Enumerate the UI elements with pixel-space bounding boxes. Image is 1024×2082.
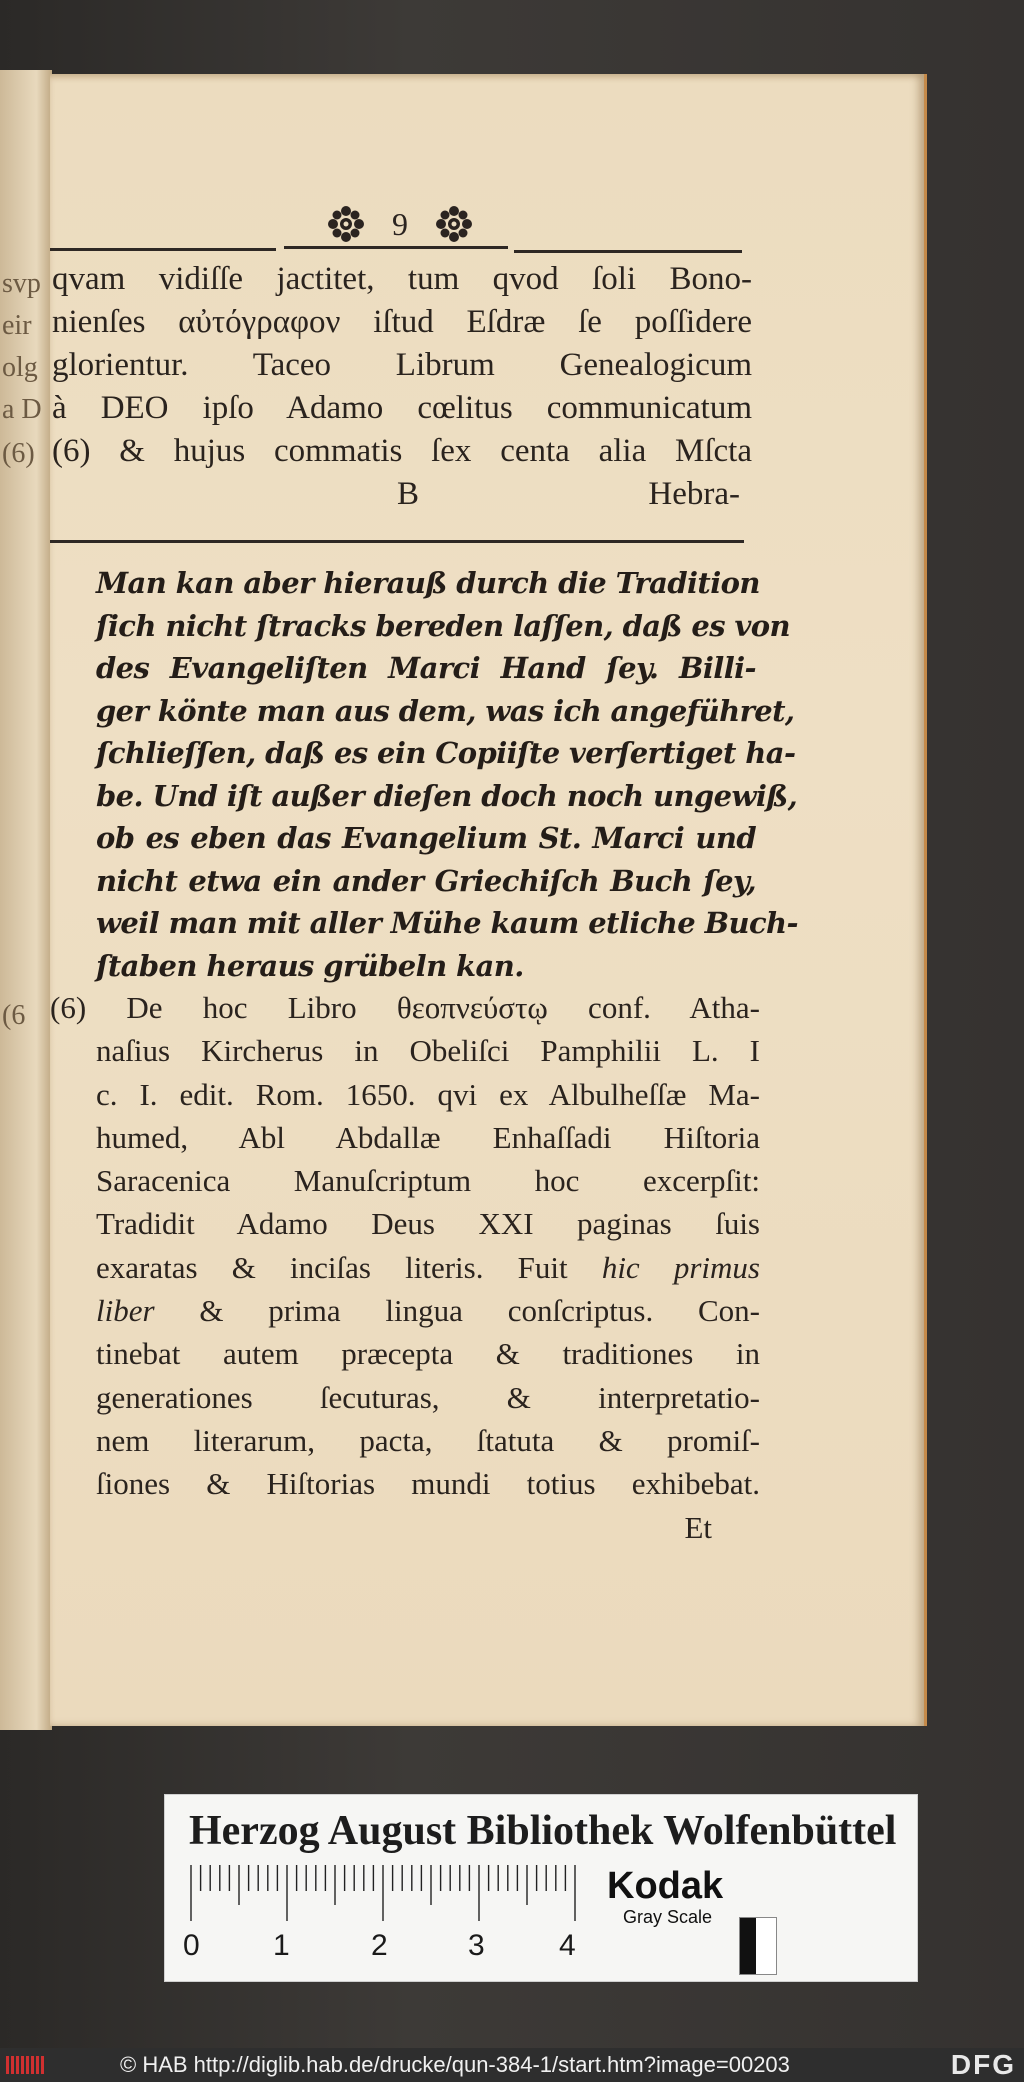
- text-segment: & prima lingua conſcriptus. Con-: [199, 1293, 760, 1329]
- text-segment: exaratas & inciſas literis. Fuit: [96, 1249, 568, 1285]
- ruler-number: 4: [559, 1929, 576, 1962]
- dfg-logo: DFG: [950, 2049, 1016, 2080]
- flower-ornament-icon: [434, 204, 474, 244]
- copyright-link[interactable]: © HAB http://diglib.hab.de/drucke/qun-384-1/start.htm?image=00203: [120, 2052, 790, 2077]
- ruler-number: 2: [371, 1929, 388, 1962]
- ruler-scale: [189, 1865, 579, 1925]
- text-line: ſchlieſſen, daß es ein Copiiſte verſertiget ha-: [96, 736, 796, 770]
- text-line: ſich nicht ſtracks bereden laſſen, daß es von: [96, 608, 790, 643]
- catchword: Hebra-: [648, 476, 740, 512]
- text-line: des Evangeliſten Marci Hand ſey. Billi-: [96, 651, 756, 685]
- ruler-number: 1: [273, 1929, 290, 1962]
- text-line: tinebat autem præcepta & traditiones in: [96, 1336, 760, 1372]
- text-line: ger könte man aus dem, was ich angeführet,: [96, 693, 795, 728]
- facing-page-fragment: a D: [2, 394, 42, 425]
- page-header: [50, 200, 750, 248]
- text-line: (6) De hoc Libro θεοπνεύστῳ conf. Atha-: [50, 990, 760, 1025]
- signature-mark: B: [397, 476, 420, 512]
- catchword: Et: [684, 1509, 712, 1545]
- flower-ornament-icon: [326, 204, 366, 244]
- facing-page-fragment: olg: [2, 352, 38, 383]
- facing-page-edge: [0, 70, 52, 1730]
- text-line: (6) & hujus commatis ſex centa alia Mſcta: [52, 433, 752, 469]
- italic-phrase: liber: [96, 1293, 155, 1329]
- text-line: ſiones & Hiſtorias mundi totius exhibebat.: [96, 1466, 760, 1502]
- text-line: [50, 1289, 760, 1332]
- facing-page-fragment: svp: [2, 268, 41, 299]
- text-line: generationes ſecuturas, & interpretatio-: [96, 1379, 760, 1415]
- facing-page-fragment: eir: [2, 310, 32, 341]
- italic-phrase: hic primus: [601, 1249, 760, 1285]
- text-line: Saracenica Manuſcriptum hoc excerpſit:: [96, 1163, 760, 1199]
- ruler-number: 3: [468, 1929, 485, 1962]
- text-line: be. Und iſt außer dieſen doch noch ungewiß,: [96, 778, 798, 813]
- facing-page-fragment: (6): [2, 438, 35, 469]
- ruler-number: 0: [183, 1929, 200, 1962]
- text-line: [50, 1246, 760, 1289]
- footer-bar: [0, 2048, 1024, 2082]
- text-line: glorientur. Taceo Librum Genealogicum: [52, 347, 752, 383]
- text-line: à DEO ipſo Adamo cœlitus communicatum: [52, 390, 752, 426]
- text-line: nem literarum, pacta, ſtatuta & promiſ-: [96, 1422, 760, 1458]
- text-line: c. I. edit. Rom. 1650. qvi ex Albulheſſæ Ma-: [96, 1076, 760, 1112]
- text-line: Man kan aber hierauß durch die Tradition: [96, 566, 760, 600]
- header-rule: [50, 248, 276, 251]
- gray-scale-patch: [739, 1917, 777, 1975]
- header-rule: [514, 250, 742, 253]
- text-line: nienſes αὐτόγραφον iſtud Eſdræ ſe poſſidere: [52, 304, 752, 340]
- text-line: naſius Kircherus in Obeliſci Pamphilii L. I: [96, 1033, 760, 1069]
- facing-page-fragment: (6: [2, 1000, 26, 1031]
- text-line: Tradidit Adamo Deus XXI paginas ſuis: [96, 1206, 760, 1242]
- text-line: qvam vidiſſe jactitet, tum qvod ſoli Bono-: [52, 261, 752, 297]
- footnote-separator: [50, 540, 744, 543]
- page-number: 9: [392, 205, 408, 242]
- kodak-logo: Kodak: [607, 1865, 724, 1907]
- signature-row: [52, 473, 752, 516]
- scan-target-card: [164, 1794, 918, 1982]
- text-line: nicht etwa ein ander Griechiſch Buch ſey,: [96, 863, 756, 898]
- text-line: ſtaben heraus grübeln kan.: [96, 948, 524, 983]
- library-name: Herzog August Bibliothek Wolfenbüttel: [189, 1808, 897, 1854]
- text-line: weil man mit aller Mühe kaum etliche Buch-: [96, 906, 798, 940]
- library-logo-icon: [6, 2054, 46, 2076]
- footnote-german: [96, 562, 798, 987]
- footnote-latin: [50, 986, 760, 1549]
- text-line: ob es eben das Evangelium St. Marci und: [96, 821, 756, 855]
- header-rule: [284, 246, 508, 249]
- text-line: humed, Abl Abdallæ Enhaſſadi Hiſtoria: [96, 1119, 760, 1155]
- main-text: [52, 258, 752, 516]
- gray-scale-label: Gray Scale: [623, 1907, 713, 1927]
